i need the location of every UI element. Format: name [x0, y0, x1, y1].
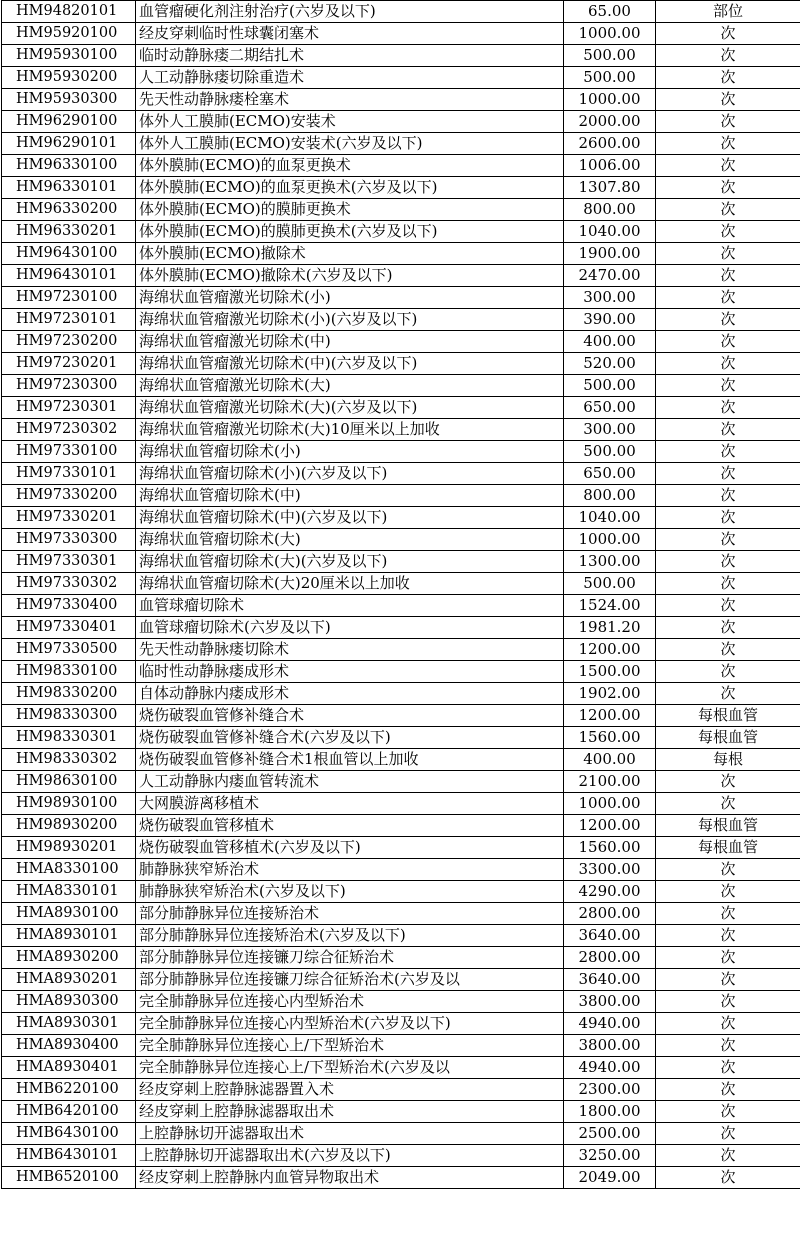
table-row — [2, 463, 800, 485]
item-unit-cell: 次 — [656, 969, 800, 991]
item-unit-cell: 每根血管 — [656, 705, 800, 727]
item-price-cell: 400.00 — [564, 331, 656, 353]
table-row — [2, 661, 800, 683]
item-unit-cell: 次 — [656, 1123, 800, 1145]
item-unit-cell: 次 — [656, 309, 800, 331]
item-unit-cell: 次 — [656, 1167, 800, 1189]
table-row — [2, 1145, 800, 1167]
item-unit-cell: 次 — [656, 1035, 800, 1057]
item-price-cell: 2470.00 — [564, 265, 656, 287]
item-price-cell: 300.00 — [564, 287, 656, 309]
item-unit-cell: 次 — [656, 23, 800, 45]
table-row — [2, 617, 800, 639]
table-row — [2, 903, 800, 925]
item-code-cell: HM97330401 — [2, 617, 136, 639]
item-name-cell: 完全肺静脉异位连接心上/下型矫治术 — [136, 1035, 564, 1057]
item-code-cell: HM98330302 — [2, 749, 136, 771]
item-price-cell: 1900.00 — [564, 243, 656, 265]
item-price-cell: 2100.00 — [564, 771, 656, 793]
item-unit-cell: 次 — [656, 199, 800, 221]
item-unit-cell: 次 — [656, 353, 800, 375]
item-code-cell: HMA8930201 — [2, 969, 136, 991]
item-price-cell: 1040.00 — [564, 507, 656, 529]
item-code-cell: HM94820101 — [2, 1, 136, 23]
table-row — [2, 1, 800, 23]
table-row — [2, 573, 800, 595]
item-price-cell: 1000.00 — [564, 793, 656, 815]
table-row — [2, 1079, 800, 1101]
item-price-cell: 500.00 — [564, 45, 656, 67]
item-unit-cell: 次 — [656, 793, 800, 815]
item-unit-cell: 次 — [656, 1013, 800, 1035]
item-code-cell: HM98930200 — [2, 815, 136, 837]
item-unit-cell: 次 — [656, 67, 800, 89]
table-row — [2, 331, 800, 353]
table-row — [2, 881, 800, 903]
item-price-cell: 3800.00 — [564, 991, 656, 1013]
item-name-cell: 体外人工膜肺(ECMO)安装术(六岁及以下) — [136, 133, 564, 155]
item-unit-cell: 每根血管 — [656, 837, 800, 859]
item-code-cell: HM96330101 — [2, 177, 136, 199]
item-unit-cell: 次 — [656, 573, 800, 595]
item-name-cell: 血管瘤硬化剂注射治疗(六岁及以下) — [136, 1, 564, 23]
table-row — [2, 1167, 800, 1189]
item-name-cell: 体外膜肺(ECMO)的膜肺更换术 — [136, 199, 564, 221]
item-unit-cell: 次 — [656, 155, 800, 177]
item-unit-cell: 次 — [656, 595, 800, 617]
item-name-cell: 体外膜肺(ECMO)的血泵更换术(六岁及以下) — [136, 177, 564, 199]
item-price-cell: 500.00 — [564, 573, 656, 595]
item-name-cell: 部分肺静脉异位连接矫治术 — [136, 903, 564, 925]
item-price-cell: 1524.00 — [564, 595, 656, 617]
item-name-cell: 海绵状血管瘤切除术(中)(六岁及以下) — [136, 507, 564, 529]
item-code-cell: HMA8930301 — [2, 1013, 136, 1035]
table-row — [2, 529, 800, 551]
table-row — [2, 1123, 800, 1145]
item-name-cell: 海绵状血管瘤激光切除术(中) — [136, 331, 564, 353]
item-name-cell: 先天性动静脉瘘切除术 — [136, 639, 564, 661]
item-name-cell: 海绵状血管瘤切除术(大)20厘米以上加收 — [136, 573, 564, 595]
table-row — [2, 1035, 800, 1057]
item-code-cell: HM98930201 — [2, 837, 136, 859]
item-name-cell: 海绵状血管瘤切除术(小) — [136, 441, 564, 463]
table-row — [2, 969, 800, 991]
item-code-cell: HM95920100 — [2, 23, 136, 45]
item-name-cell: 人工动静脉瘘切除重造术 — [136, 67, 564, 89]
item-name-cell: 完全肺静脉异位连接心内型矫治术 — [136, 991, 564, 1013]
item-name-cell: 烧伤破裂血管修补缝合术(六岁及以下) — [136, 727, 564, 749]
item-code-cell: HM98330301 — [2, 727, 136, 749]
item-unit-cell: 次 — [656, 903, 800, 925]
item-code-cell: HMA8330101 — [2, 881, 136, 903]
item-unit-cell: 次 — [656, 661, 800, 683]
item-unit-cell: 次 — [656, 287, 800, 309]
table-row — [2, 89, 800, 111]
item-price-cell: 400.00 — [564, 749, 656, 771]
item-unit-cell: 次 — [656, 243, 800, 265]
item-code-cell: HM98930100 — [2, 793, 136, 815]
item-code-cell: HM97230300 — [2, 375, 136, 397]
item-code-cell: HM96430101 — [2, 265, 136, 287]
item-price-cell: 1560.00 — [564, 727, 656, 749]
table-row — [2, 793, 800, 815]
item-unit-cell: 次 — [656, 1101, 800, 1123]
item-code-cell: HM97330201 — [2, 507, 136, 529]
item-code-cell: HM97230101 — [2, 309, 136, 331]
item-price-cell: 2049.00 — [564, 1167, 656, 1189]
fee-table-body — [2, 1, 800, 1189]
item-name-cell: 临时性动静脉瘘成形术 — [136, 661, 564, 683]
item-code-cell: HM95930300 — [2, 89, 136, 111]
item-code-cell: HMA8930300 — [2, 991, 136, 1013]
item-code-cell: HMB6220100 — [2, 1079, 136, 1101]
item-price-cell: 2000.00 — [564, 111, 656, 133]
item-price-cell: 1560.00 — [564, 837, 656, 859]
table-row — [2, 309, 800, 331]
item-name-cell: 海绵状血管瘤切除术(小)(六岁及以下) — [136, 463, 564, 485]
item-name-cell: 经皮穿刺上腔静脉内血管异物取出术 — [136, 1167, 564, 1189]
item-unit-cell: 次 — [656, 441, 800, 463]
item-price-cell: 500.00 — [564, 67, 656, 89]
item-price-cell: 1200.00 — [564, 705, 656, 727]
table-row — [2, 1057, 800, 1079]
table-row — [2, 221, 800, 243]
item-price-cell: 1006.00 — [564, 155, 656, 177]
item-name-cell: 肺静脉狭窄矫治术 — [136, 859, 564, 881]
table-row — [2, 705, 800, 727]
item-name-cell: 海绵状血管瘤激光切除术(大)(六岁及以下) — [136, 397, 564, 419]
item-code-cell: HM97330200 — [2, 485, 136, 507]
table-row — [2, 507, 800, 529]
item-code-cell: HM96330100 — [2, 155, 136, 177]
table-row — [2, 991, 800, 1013]
item-unit-cell: 次 — [656, 463, 800, 485]
item-unit-cell: 次 — [656, 529, 800, 551]
item-price-cell: 65.00 — [564, 1, 656, 23]
item-name-cell: 临时动静脉瘘二期结扎术 — [136, 45, 564, 67]
item-code-cell: HM97330100 — [2, 441, 136, 463]
item-name-cell: 自体动静脉内瘘成形术 — [136, 683, 564, 705]
table-row — [2, 815, 800, 837]
item-code-cell: HM96290101 — [2, 133, 136, 155]
item-unit-cell: 次 — [656, 551, 800, 573]
table-row — [2, 639, 800, 661]
table-row — [2, 551, 800, 573]
item-name-cell: 海绵状血管瘤激光切除术(大) — [136, 375, 564, 397]
item-code-cell: HMA8930400 — [2, 1035, 136, 1057]
item-unit-cell: 次 — [656, 331, 800, 353]
table-row — [2, 45, 800, 67]
item-price-cell: 1307.80 — [564, 177, 656, 199]
table-row — [2, 243, 800, 265]
item-unit-cell: 每根血管 — [656, 727, 800, 749]
item-price-cell: 1000.00 — [564, 23, 656, 45]
item-name-cell: 部分肺静脉异位连接镰刀综合征矫治术(六岁及以 — [136, 969, 564, 991]
item-code-cell: HM97330300 — [2, 529, 136, 551]
item-price-cell: 3640.00 — [564, 969, 656, 991]
item-price-cell: 650.00 — [564, 463, 656, 485]
table-row — [2, 749, 800, 771]
item-name-cell: 完全肺静脉异位连接心内型矫治术(六岁及以下) — [136, 1013, 564, 1035]
item-code-cell: HM97330500 — [2, 639, 136, 661]
item-code-cell: HM97330302 — [2, 573, 136, 595]
item-code-cell: HMB6430100 — [2, 1123, 136, 1145]
item-price-cell: 1500.00 — [564, 661, 656, 683]
item-unit-cell: 次 — [656, 89, 800, 111]
item-price-cell: 4290.00 — [564, 881, 656, 903]
table-row — [2, 419, 800, 441]
item-price-cell: 390.00 — [564, 309, 656, 331]
item-unit-cell: 次 — [656, 925, 800, 947]
item-code-cell: HM96290100 — [2, 111, 136, 133]
table-row — [2, 199, 800, 221]
item-code-cell: HM96330200 — [2, 199, 136, 221]
item-price-cell: 1000.00 — [564, 89, 656, 111]
item-name-cell: 血管球瘤切除术(六岁及以下) — [136, 617, 564, 639]
item-code-cell: HM97330400 — [2, 595, 136, 617]
table-row — [2, 947, 800, 969]
table-row — [2, 925, 800, 947]
item-price-cell: 4940.00 — [564, 1057, 656, 1079]
item-code-cell: HM95930100 — [2, 45, 136, 67]
item-code-cell: HM97330101 — [2, 463, 136, 485]
table-row — [2, 177, 800, 199]
item-code-cell: HM97230100 — [2, 287, 136, 309]
item-unit-cell: 次 — [656, 177, 800, 199]
item-price-cell: 1200.00 — [564, 639, 656, 661]
table-row — [2, 67, 800, 89]
item-price-cell: 2600.00 — [564, 133, 656, 155]
item-unit-cell: 次 — [656, 881, 800, 903]
item-code-cell: HMB6430101 — [2, 1145, 136, 1167]
item-price-cell: 4940.00 — [564, 1013, 656, 1035]
item-code-cell: HM97230301 — [2, 397, 136, 419]
item-name-cell: 体外人工膜肺(ECMO)安装术 — [136, 111, 564, 133]
item-price-cell: 800.00 — [564, 485, 656, 507]
item-price-cell: 1981.20 — [564, 617, 656, 639]
item-name-cell: 部分肺静脉异位连接镰刀综合征矫治术 — [136, 947, 564, 969]
item-name-cell: 海绵状血管瘤激光切除术(中)(六岁及以下) — [136, 353, 564, 375]
table-row — [2, 727, 800, 749]
table-row — [2, 1101, 800, 1123]
item-unit-cell: 次 — [656, 683, 800, 705]
table-row — [2, 771, 800, 793]
item-unit-cell: 次 — [656, 1057, 800, 1079]
item-code-cell: HM98630100 — [2, 771, 136, 793]
item-code-cell: HMB6520100 — [2, 1167, 136, 1189]
item-name-cell: 体外膜肺(ECMO)撤除术(六岁及以下) — [136, 265, 564, 287]
item-code-cell: HMA8330100 — [2, 859, 136, 881]
table-row — [2, 683, 800, 705]
item-unit-cell: 次 — [656, 617, 800, 639]
item-name-cell: 海绵状血管瘤切除术(大)(六岁及以下) — [136, 551, 564, 573]
item-name-cell: 经皮穿刺临时性球囊闭塞术 — [136, 23, 564, 45]
item-name-cell: 上腔静脉切开滤器取出术(六岁及以下) — [136, 1145, 564, 1167]
item-code-cell: HM97230302 — [2, 419, 136, 441]
item-code-cell: HM97230200 — [2, 331, 136, 353]
item-name-cell: 烧伤破裂血管修补缝合术1根血管以上加收 — [136, 749, 564, 771]
item-unit-cell: 次 — [656, 133, 800, 155]
item-price-cell: 1040.00 — [564, 221, 656, 243]
item-name-cell: 部分肺静脉异位连接矫治术(六岁及以下) — [136, 925, 564, 947]
item-unit-cell: 次 — [656, 45, 800, 67]
item-unit-cell: 次 — [656, 419, 800, 441]
item-name-cell: 体外膜肺(ECMO)撤除术 — [136, 243, 564, 265]
item-name-cell: 海绵状血管瘤激光切除术(小)(六岁及以下) — [136, 309, 564, 331]
item-name-cell: 海绵状血管瘤激光切除术(小) — [136, 287, 564, 309]
item-name-cell: 经皮穿刺上腔静脉滤器取出术 — [136, 1101, 564, 1123]
table-row — [2, 397, 800, 419]
table-row — [2, 859, 800, 881]
item-name-cell: 烧伤破裂血管移植术(六岁及以下) — [136, 837, 564, 859]
item-name-cell: 体外膜肺(ECMO)的血泵更换术 — [136, 155, 564, 177]
table-row — [2, 485, 800, 507]
item-price-cell: 500.00 — [564, 375, 656, 397]
item-price-cell: 1200.00 — [564, 815, 656, 837]
item-price-cell: 2800.00 — [564, 903, 656, 925]
item-code-cell: HMA8930100 — [2, 903, 136, 925]
item-price-cell: 1902.00 — [564, 683, 656, 705]
table-row — [2, 133, 800, 155]
item-name-cell: 烧伤破裂血管修补缝合术 — [136, 705, 564, 727]
item-unit-cell: 次 — [656, 1145, 800, 1167]
table-row — [2, 23, 800, 45]
item-unit-cell: 次 — [656, 991, 800, 1013]
item-code-cell: HM96330201 — [2, 221, 136, 243]
item-price-cell: 3250.00 — [564, 1145, 656, 1167]
table-row — [2, 265, 800, 287]
item-name-cell: 经皮穿刺上腔静脉滤器置入术 — [136, 1079, 564, 1101]
item-code-cell: HMA8930101 — [2, 925, 136, 947]
item-code-cell: HM98330100 — [2, 661, 136, 683]
item-unit-cell: 次 — [656, 859, 800, 881]
item-name-cell: 海绵状血管瘤切除术(中) — [136, 485, 564, 507]
item-price-cell: 2300.00 — [564, 1079, 656, 1101]
item-code-cell: HM98330300 — [2, 705, 136, 727]
fee-table — [1, 0, 800, 1189]
item-price-cell: 300.00 — [564, 419, 656, 441]
table-row — [2, 1013, 800, 1035]
item-name-cell: 先天性动静脉瘘栓塞术 — [136, 89, 564, 111]
item-name-cell: 体外膜肺(ECMO)的膜肺更换术(六岁及以下) — [136, 221, 564, 243]
item-code-cell: HM96430100 — [2, 243, 136, 265]
item-price-cell: 1800.00 — [564, 1101, 656, 1123]
item-unit-cell: 每根血管 — [656, 815, 800, 837]
item-unit-cell: 次 — [656, 111, 800, 133]
item-name-cell: 人工动静脉内瘘血管转流术 — [136, 771, 564, 793]
item-code-cell: HMB6420100 — [2, 1101, 136, 1123]
table-row — [2, 837, 800, 859]
item-unit-cell: 每根 — [656, 749, 800, 771]
item-name-cell: 完全肺静脉异位连接心上/下型矫治术(六岁及以 — [136, 1057, 564, 1079]
item-code-cell: HM95930200 — [2, 67, 136, 89]
item-price-cell: 650.00 — [564, 397, 656, 419]
item-unit-cell: 次 — [656, 771, 800, 793]
item-unit-cell: 次 — [656, 1079, 800, 1101]
item-price-cell: 500.00 — [564, 441, 656, 463]
table-row — [2, 287, 800, 309]
item-code-cell: HM98330200 — [2, 683, 136, 705]
item-name-cell: 烧伤破裂血管移植术 — [136, 815, 564, 837]
item-unit-cell: 次 — [656, 221, 800, 243]
item-price-cell: 2800.00 — [564, 947, 656, 969]
item-name-cell: 海绵状血管瘤激光切除术(大)10厘米以上加收 — [136, 419, 564, 441]
item-price-cell: 1000.00 — [564, 529, 656, 551]
item-unit-cell: 次 — [656, 265, 800, 287]
item-code-cell: HM97230201 — [2, 353, 136, 375]
item-code-cell: HMA8930200 — [2, 947, 136, 969]
item-code-cell: HMA8930401 — [2, 1057, 136, 1079]
item-unit-cell: 部位 — [656, 1, 800, 23]
item-price-cell: 3300.00 — [564, 859, 656, 881]
item-unit-cell: 次 — [656, 639, 800, 661]
item-price-cell: 1300.00 — [564, 551, 656, 573]
item-name-cell: 海绵状血管瘤切除术(大) — [136, 529, 564, 551]
item-name-cell: 上腔静脉切开滤器取出术 — [136, 1123, 564, 1145]
item-price-cell: 800.00 — [564, 199, 656, 221]
item-unit-cell: 次 — [656, 485, 800, 507]
item-price-cell: 520.00 — [564, 353, 656, 375]
item-name-cell: 大网膜游离移植术 — [136, 793, 564, 815]
item-unit-cell: 次 — [656, 507, 800, 529]
table-row — [2, 111, 800, 133]
table-row — [2, 353, 800, 375]
item-unit-cell: 次 — [656, 375, 800, 397]
item-code-cell: HM97330301 — [2, 551, 136, 573]
item-unit-cell: 次 — [656, 397, 800, 419]
table-row — [2, 595, 800, 617]
item-price-cell: 3640.00 — [564, 925, 656, 947]
table-row — [2, 441, 800, 463]
item-name-cell: 肺静脉狭窄矫治术(六岁及以下) — [136, 881, 564, 903]
item-unit-cell: 次 — [656, 947, 800, 969]
table-row — [2, 375, 800, 397]
item-price-cell: 2500.00 — [564, 1123, 656, 1145]
item-name-cell: 血管球瘤切除术 — [136, 595, 564, 617]
item-price-cell: 3800.00 — [564, 1035, 656, 1057]
table-row — [2, 155, 800, 177]
